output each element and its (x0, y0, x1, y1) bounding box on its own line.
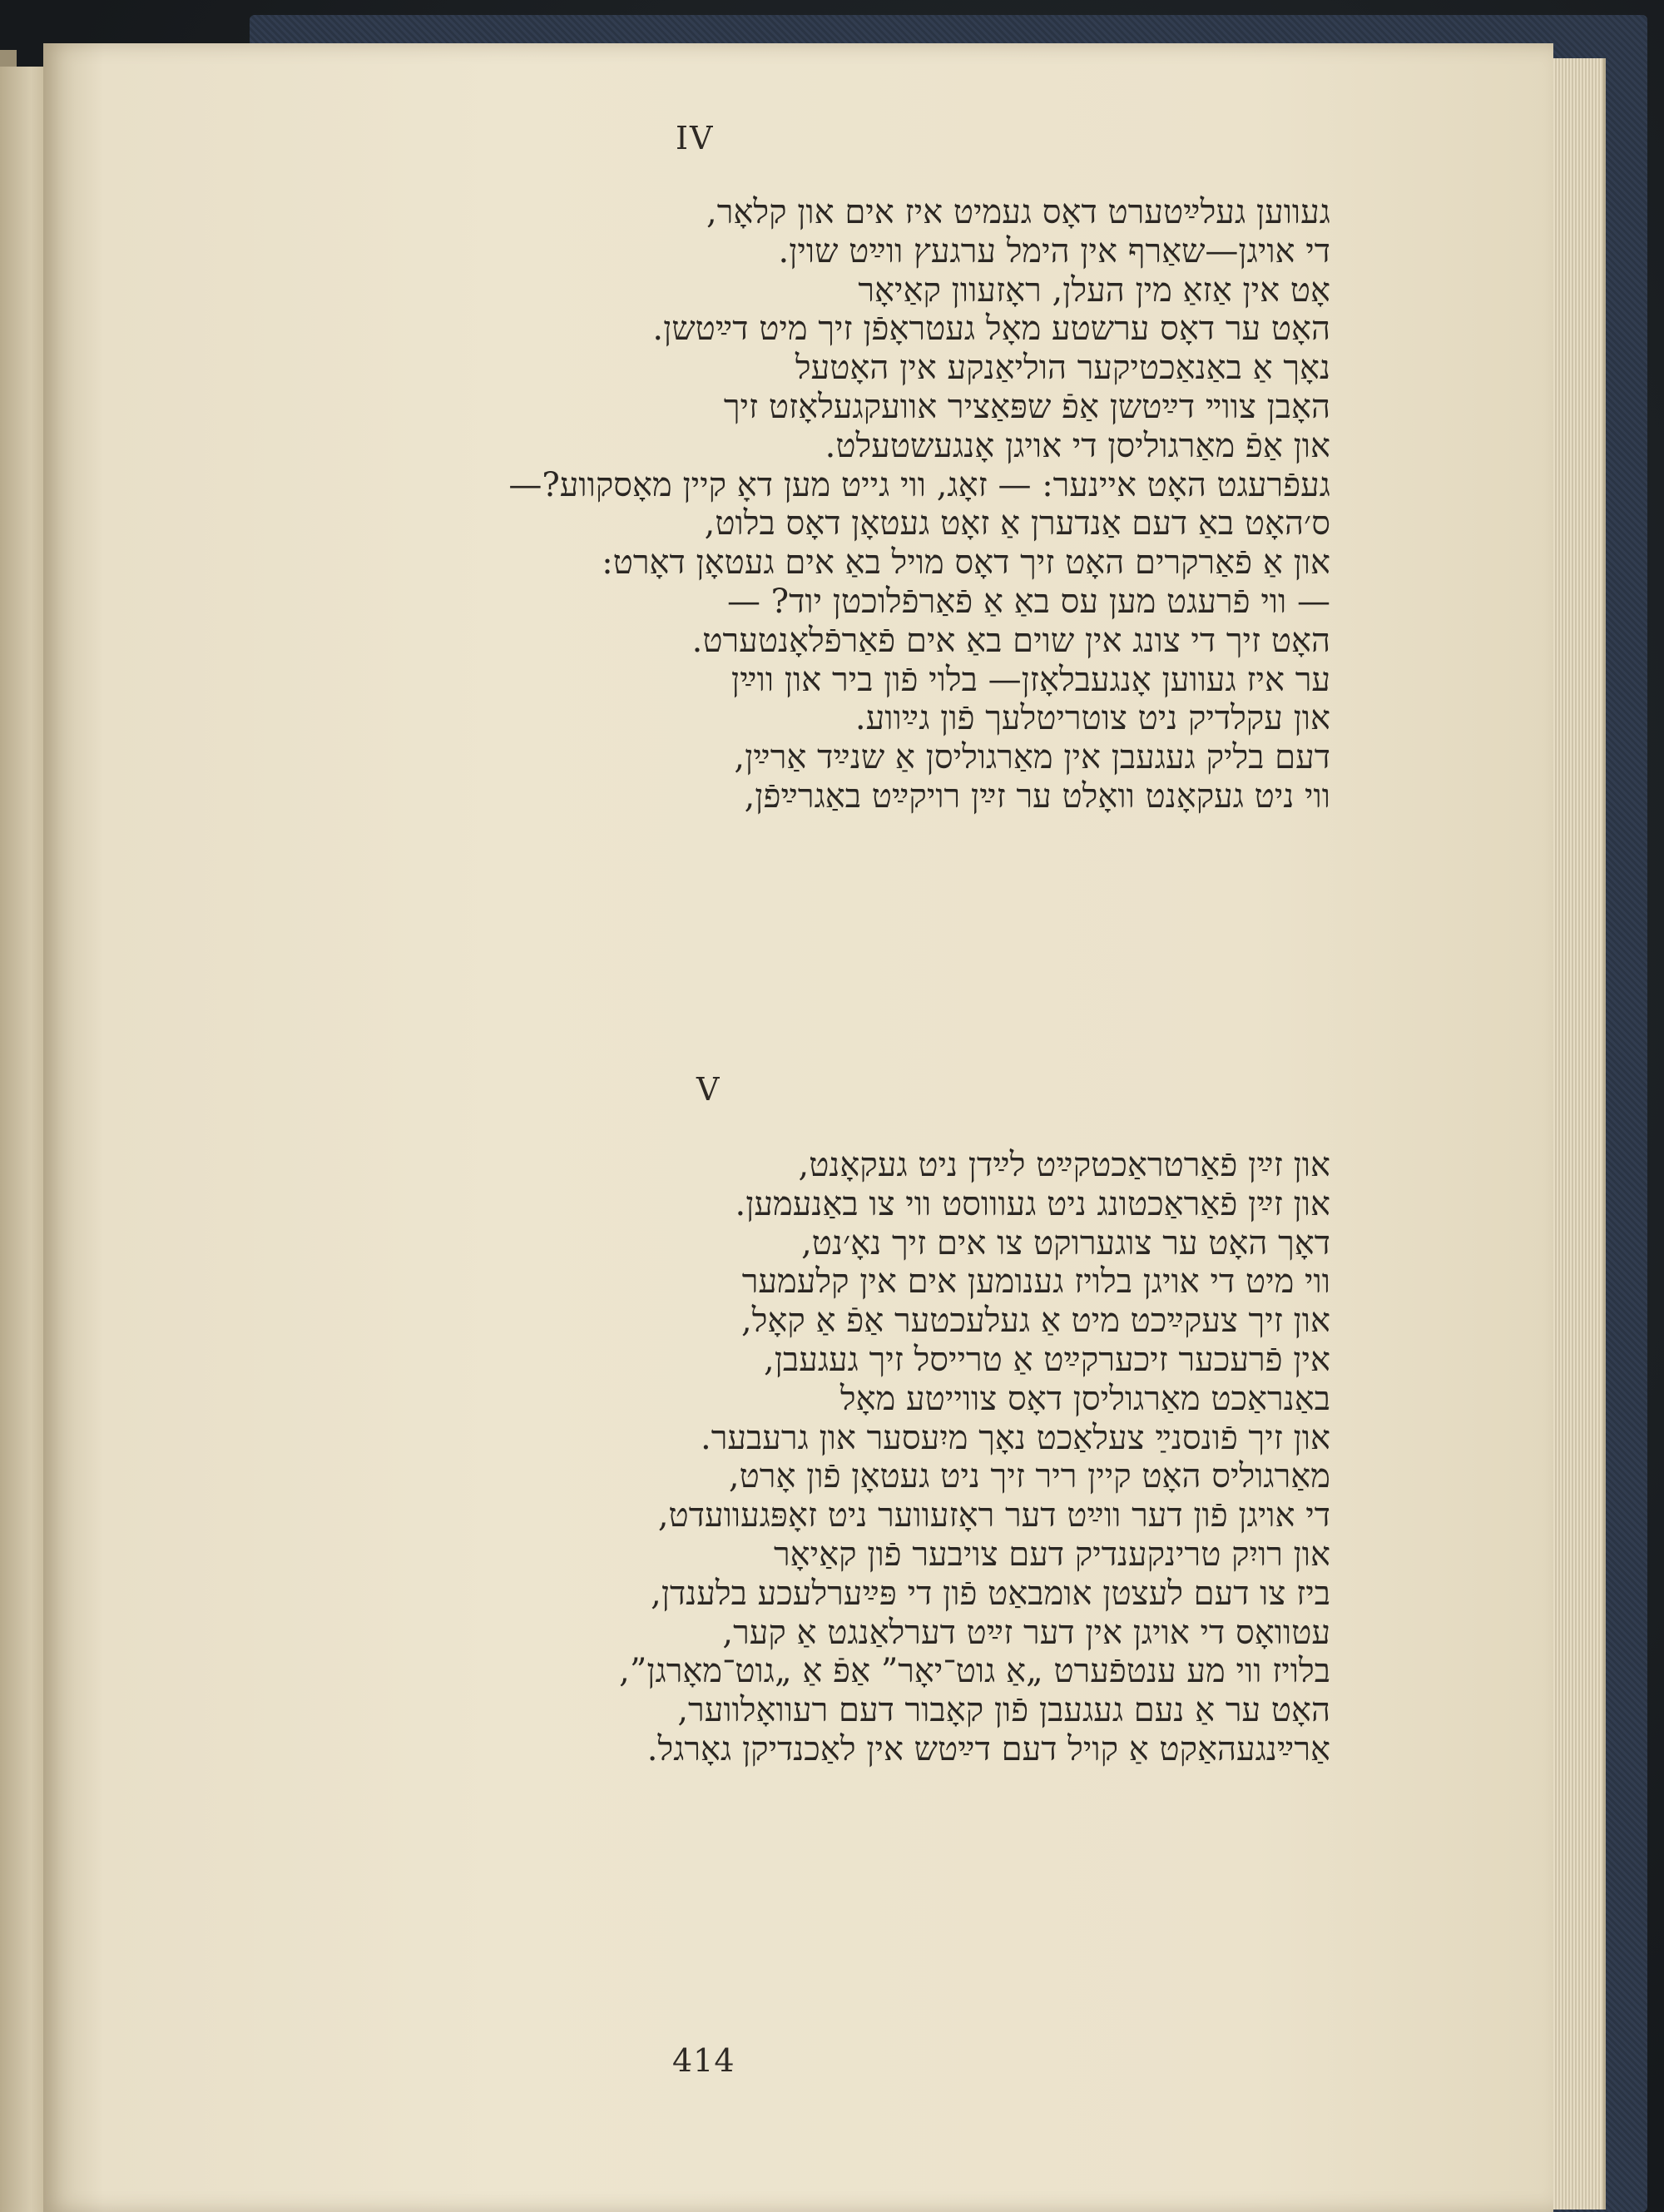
page-number: 414 (672, 2042, 735, 2079)
poem-line: — ווי פֿרעגט מען עס באַ אַ פֿאַרפֿלוכטן יוד? — (726, 582, 1330, 621)
poem-line: און זיך פֿונסנײַ צעלאַכט נאָך מיִעסער און גרעבער. (701, 1418, 1330, 1457)
poem-line: עטוואָס די אויגן אין דער זײַט דערלאַנגט אַ קער, (722, 1613, 1330, 1652)
stanza-iv (249, 193, 1330, 816)
poem-line: אין פֿרעכער זיכערקײַט אַ טרייסל זיך געגעבן, (764, 1340, 1330, 1379)
stanza-v (249, 1146, 1330, 1769)
book-page (43, 43, 1553, 2212)
poem-line: האָבן צווײ דײַטשן אַפֿ שפּאַציר אוועקגעלאָזט זיך (723, 387, 1330, 426)
poem-line: בלויז ווי מע ענטפֿערט „אַ גוט־יאָר” אַפֿ אַ „גוט־מאָרגן”, (619, 1652, 1330, 1691)
poem-line: ווי ניט געקאָנט וואָלט ער זײַן רויקײַט באַגרײַפֿן, (744, 776, 1330, 816)
poem-line: די אויגן—שאַרף אין הימל ערגעץ ווײַט שוין. (778, 231, 1330, 270)
poem-line: ווי מיט די אויגן בלויז גענומען אים אין קלעמער (741, 1262, 1330, 1302)
poem-line: דאָך האָט ער צוגערוקט צו אים זיך נאָ׳נט, (801, 1223, 1330, 1262)
poem-line: און זיך צעקײַכט מיט אַ געלעכטער אַפֿ אַ קאָל, (741, 1302, 1330, 1341)
poem-line: און זײַן פֿאַרטראַכטקײַט לײַדן ניט געקאָנט, (798, 1146, 1330, 1184)
poem-line: ער איז געווען אָנגעבלאָזן— בלוי פֿון ביר און ווײַן (730, 660, 1330, 699)
poem-line: האָט זיך די צונג אין שוים באַ אים פֿאַרפֿלאָנטערט. (691, 621, 1330, 660)
poem-line: אַרײַנגעהאַקט אַ קויל דעם דײַטש אין לאַכנדיקן גאָרגל. (646, 1729, 1330, 1768)
poem-line: מאַרגוליס האָט קיין ריר זיך ניט געטאָן פֿון אָרט, (728, 1457, 1330, 1496)
poem-line: געפֿרעגט האָט איינער: — זאָג, ווי גייט מען דאָ קיין מאָסקווע?— (508, 465, 1330, 504)
poem-line: ביז צו דעם לעצטן אומבאַט פֿון די פּײַערלעכע בלענדן, (651, 1574, 1330, 1613)
poem-line: די אויגן פֿון דער ווײַט דער ראָזעווער ניט זאָפּגעוועדט, (657, 1496, 1330, 1535)
poem-line: אָט אין אַזאַ מין העלן, ראָזעוון קאַיאָר (858, 270, 1330, 310)
poem-line: ס׳האָט באַ דעם אַנדערן אַ זאָט געטאָן דאָס בלוט, (704, 504, 1330, 543)
poem-line: און זײַן פֿאַראַכטונג ניט געוווסט ווי צו באַנעמען. (735, 1184, 1330, 1223)
poem-line: און אַ פֿאַרקרים האָט זיך דאָס מויל באַ אים געטאָן דאָרט: (602, 543, 1330, 583)
poem-line: און עקלדיק ניט צוטריטלעך פֿון גײַווע. (854, 699, 1330, 738)
poem-line: האָט ער דאָס ערשטע מאָל געטראָפֿן זיך מיט דײַטשן. (652, 310, 1330, 349)
poem-line: און אַפֿ מאַרגוליסן די אויגן אָנגעשטעלט. (825, 426, 1330, 465)
poem-line: און רויִק טרינקענדיק דעם צויבער פֿון קאַיאָר (773, 1535, 1330, 1574)
poem-line: דעם בליק געגעבן אין מאַרגוליסן אַ שנײַד אַרײַן, (734, 738, 1330, 777)
section-number-iv: IV (676, 120, 715, 156)
poem-line: נאָך אַ באַנאַכטיקער הוליאַנקע אין האָטעל (795, 349, 1330, 388)
section-number-v: V (696, 1071, 721, 1108)
poem-line: האָט ער אַ נעם געגעבן פֿון קאָבור דעם רעוואָלווער, (677, 1691, 1330, 1730)
poem-line: געווען געלײַטערט דאָס געמיט איז אים און קלאָר, (706, 193, 1330, 231)
poem-line: באַנראַכט מאַרגוליסן דאָס צווייטע מאָל (839, 1379, 1330, 1418)
